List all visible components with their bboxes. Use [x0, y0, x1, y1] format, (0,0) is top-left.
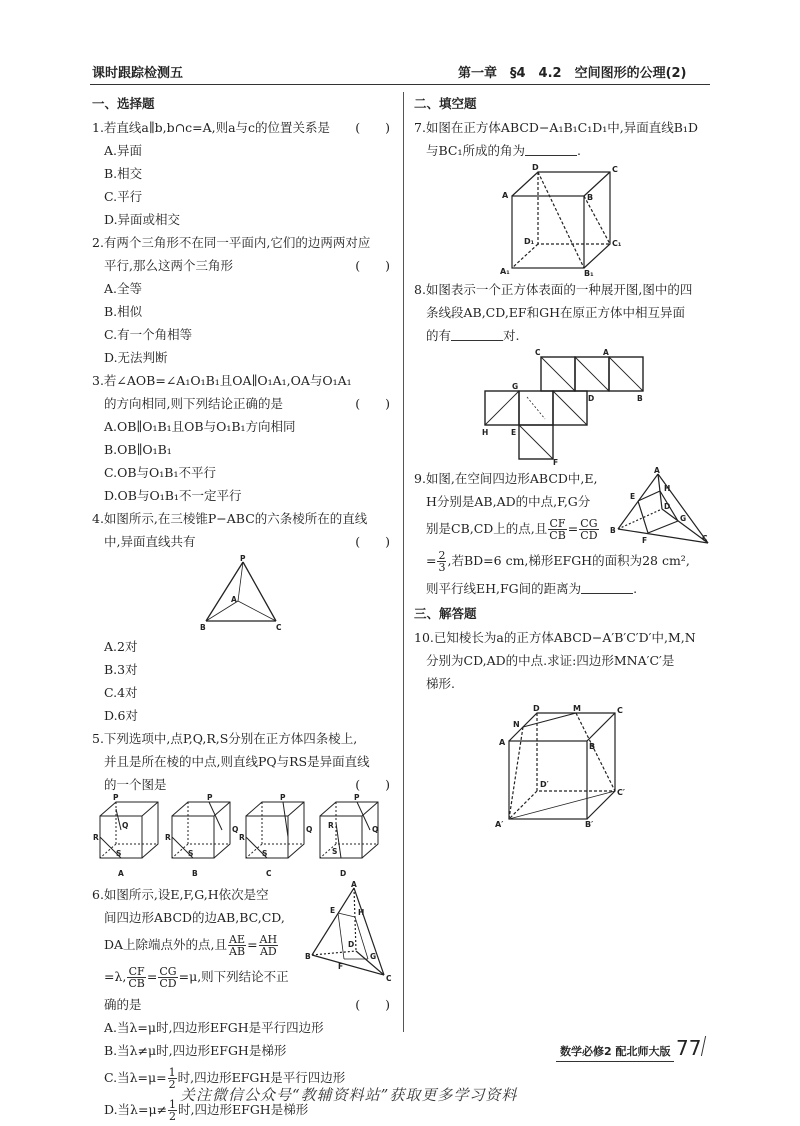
- section-answer-title: 三、解答题: [414, 606, 477, 621]
- q9-line-3a: 别是CB,CD上的点,且: [426, 521, 548, 536]
- q9-frac-cg: CG: [580, 517, 598, 530]
- question-5: [92, 727, 396, 883]
- q6-option-d-post: 时,四边形EFGH是梯形: [178, 1102, 309, 1117]
- q1-option-a: A.异面: [104, 143, 143, 158]
- q8-label-d: D: [588, 394, 595, 403]
- q9-frac-three: 3: [438, 561, 446, 574]
- q1-option-b: B.相交: [104, 166, 143, 181]
- q7-end: .: [577, 143, 581, 158]
- q10-label-a-prime: A′: [495, 820, 504, 829]
- page-number-slash: [701, 1036, 706, 1056]
- q2-option-a: A.全等: [104, 281, 143, 296]
- q8-label-h: H: [482, 428, 489, 437]
- q4-answer-paren: ( ): [355, 534, 390, 549]
- q5-cube-options-figure: [92, 793, 392, 880]
- q6-label-g: G: [370, 952, 377, 961]
- q6-option-c-pre: C.当λ=μ=: [104, 1070, 167, 1085]
- q8-label-f: F: [553, 458, 559, 467]
- q6-line-3a: DA上除端点外的点,且: [104, 937, 228, 952]
- q4-label-p: P: [240, 554, 246, 563]
- q6-option-c-post: 时,四边形EFGH是平行四边形: [177, 1070, 346, 1085]
- column-divider: [403, 92, 404, 1032]
- q6-frac-ae: AE: [229, 933, 246, 946]
- q1-option-c: C.平行: [104, 189, 143, 204]
- q6-line-4c: =μ,则下列结论不正: [178, 969, 289, 984]
- q9-label-c: C: [702, 534, 708, 543]
- q6-label-h: H: [358, 908, 365, 917]
- q3-line-2: 的方向相同,则下列结论正确的是: [104, 396, 283, 411]
- q6-option-a: A.当λ=μ时,四边形EFGH是平行四边形: [104, 1020, 324, 1035]
- q9-label-d: D: [664, 502, 671, 511]
- q6-c-half-n: 1: [168, 1066, 176, 1079]
- q6-frac-cb: CB: [128, 977, 145, 990]
- q5b-label-r: R: [165, 833, 171, 842]
- question-10: [414, 626, 712, 827]
- q3-option-b: B.OB∥O₁B₁: [104, 442, 172, 457]
- q7-label-a1: A₁: [500, 267, 510, 276]
- q5-line-3: 的一个图是: [104, 777, 167, 792]
- q7-label-b: B: [587, 193, 594, 202]
- q4-line-1: 4.如图所示,在三棱锥P−ABC的六条棱所在的直线: [92, 511, 368, 526]
- q5b-label-s: S: [188, 849, 194, 858]
- q9-label-g: G: [680, 514, 687, 523]
- q6-label-a: A: [351, 880, 357, 889]
- q10-label-d: D: [533, 704, 540, 713]
- q6-line-4a: =λ,: [104, 969, 127, 984]
- q10-cube-figure: [493, 703, 633, 827]
- q10-label-b-prime: B′: [585, 820, 594, 829]
- q6-line-1: 6.如图所示,设E,F,G,H依次是空: [92, 887, 269, 902]
- q2-option-d: D.无法判断: [104, 350, 168, 365]
- q7-label-c: C: [612, 165, 618, 174]
- q9-line-4a: =: [426, 553, 437, 568]
- q2-line-1: 2.有两个三角形不在同一平面内,它们的边两两对应: [92, 235, 371, 250]
- q6-answer-paren: ( ): [355, 997, 390, 1012]
- q6-d-half-d: 2: [169, 1110, 177, 1123]
- q8-line-2: 条线段AB,CD,EF和GH在原正方体中相互异面: [426, 305, 685, 320]
- q6-line-5: 确的是: [104, 997, 142, 1012]
- q6-frac-ad: AD: [259, 945, 277, 958]
- q4-label-a: A: [231, 595, 237, 604]
- q5-answer-paren: ( ): [355, 777, 390, 792]
- q5-line-1: 5.下列选项中,点P,Q,R,S分别在正方体四条棱上,: [92, 731, 358, 746]
- q7-line-1: 7.如图在正方体ABCD−A₁B₁C₁D₁中,异面直线B₁D: [414, 120, 698, 135]
- q6-frac-cf: CF: [128, 965, 145, 978]
- q9-frac-two: 2: [438, 549, 446, 562]
- q7-label-d1: D₁: [524, 237, 535, 246]
- q2-option-c: C.有一个角相等: [104, 327, 193, 342]
- q9-label-b: B: [610, 526, 616, 535]
- q10-label-c: C: [617, 706, 623, 715]
- q2-line-2: 平行,那么这两个三角形: [104, 258, 233, 273]
- q6-label-c: C: [386, 974, 392, 983]
- q8-net-figure: [483, 349, 643, 465]
- q5-caption-b: B: [192, 869, 198, 878]
- q6-frac-ab: AB: [229, 945, 246, 958]
- q6-c-half-d: 2: [168, 1078, 176, 1091]
- q9-line-5: 则平行线EH,FG间的距离为: [426, 581, 582, 596]
- q4-label-b: B: [200, 623, 206, 632]
- q5d-label-p: P: [354, 793, 360, 802]
- q5c-label-r: R: [239, 833, 245, 842]
- section-choice-title: 一、选择题: [92, 96, 155, 111]
- q5-caption-d: D: [340, 869, 347, 878]
- q8-label-e: E: [511, 428, 517, 437]
- q6-frac-ah: AH: [259, 933, 278, 946]
- q9-end: .: [633, 581, 638, 596]
- q7-label-c1: C₁: [612, 239, 622, 248]
- q5c-label-q: Q: [306, 825, 313, 834]
- q6-option-d-pre: D.当λ=μ≠: [104, 1102, 168, 1117]
- q8-label-a: A: [603, 348, 609, 357]
- q3-option-a: A.OB∥O₁B₁且OB与O₁B₁方向相同: [104, 419, 296, 434]
- q7-label-d: D: [532, 163, 539, 172]
- q3-line-1: 3.若∠AOB=∠A₁O₁B₁且OA∥O₁A₁,OA与O₁A₁: [92, 373, 352, 388]
- header-rule: [90, 84, 710, 85]
- footer-book-title: 数学必修2 配北师大版: [560, 1045, 671, 1058]
- q6-frac-cd: CD: [159, 977, 177, 990]
- q1-text: 1.若直线a∥b,b∩c=A,则a与c的位置关系是: [92, 120, 331, 135]
- q5-caption-c: C: [266, 869, 272, 878]
- question-2: [92, 231, 396, 369]
- q10-line-1: 10.已知棱长为a的正方体ABCD−A′B′C′D′中,M,N: [414, 630, 696, 645]
- q5d-label-s: S: [332, 847, 338, 856]
- q9-label-a: A: [654, 466, 660, 475]
- q9-label-h: H: [664, 484, 671, 493]
- q9-line-4b: ,若BD=6 cm,梯形EFGH的面积为28 cm²,: [447, 553, 690, 568]
- q6-option-b: B.当λ≠μ时,四边形EFGH是梯形: [104, 1043, 287, 1058]
- page-header-left: 课时跟踪检测五: [92, 66, 184, 81]
- q6-label-b: B: [305, 952, 311, 961]
- q10-line-2: 分别为CD,AD的中点.求证:四边形MNA′C′是: [426, 653, 675, 668]
- q10-label-c-prime: C′: [617, 788, 625, 797]
- q8-end: 对.: [503, 328, 520, 343]
- q5a-label-s: S: [116, 849, 122, 858]
- q10-label-n: N: [513, 720, 520, 729]
- q8-label-b: B: [637, 394, 643, 403]
- q5a-label-q: Q: [122, 821, 129, 830]
- q9-line-1: 9.如图,在空间四边形ABCD中,E,: [414, 471, 598, 486]
- q4-label-c: C: [276, 623, 282, 632]
- q6-line-4b: =: [146, 969, 158, 984]
- q4-option-d: D.6对: [104, 708, 139, 723]
- q5d-label-q: Q: [372, 825, 379, 834]
- q6-d-half-n: 1: [169, 1098, 177, 1111]
- q8-answer-blank[interactable]: [451, 328, 503, 341]
- q9-line-2: H分别是AB,AD的中点,F,G分: [426, 494, 591, 509]
- q2-answer-paren: ( ): [355, 258, 390, 273]
- q7-label-b1: B₁: [584, 269, 594, 278]
- section-fill-title: 二、填空题: [414, 96, 477, 111]
- q6-label-d: D: [348, 940, 355, 949]
- q1-answer-paren: ( ): [355, 120, 390, 135]
- q4-option-a: A.2对: [104, 639, 138, 654]
- q7-label-a: A: [502, 191, 509, 200]
- q7-cube-figure: [498, 164, 628, 276]
- q4-line-2: 中,异面直线共有: [104, 534, 196, 549]
- q5-caption-a: A: [118, 869, 124, 878]
- question-7: [414, 116, 712, 276]
- question-1: [92, 116, 396, 231]
- q6-label-f: F: [338, 962, 344, 971]
- q9-frac-cb: CB: [549, 529, 566, 542]
- q5a-label-r: R: [93, 833, 99, 842]
- q9-line-3b: =: [567, 521, 579, 536]
- left-column: [92, 92, 396, 1126]
- q7-answer-blank[interactable]: [525, 143, 577, 156]
- q6-line-3b: =: [247, 937, 258, 952]
- q10-label-b: B: [589, 742, 596, 751]
- q6-label-e: E: [330, 906, 336, 915]
- q10-line-3: 梯形.: [426, 676, 455, 691]
- q2-option-b: B.相似: [104, 304, 143, 319]
- q4-pyramid-figure: [194, 555, 294, 633]
- q8-label-g: G: [512, 382, 519, 391]
- q10-label-m: M: [573, 704, 581, 713]
- q5c-label-p: P: [280, 793, 286, 802]
- question-8: [414, 278, 712, 465]
- q9-frac-cd: CD: [580, 529, 598, 542]
- q8-line-1: 8.如图表示一个正方体表面的一种展开图,图中的四: [414, 282, 693, 297]
- page-header-right: 第一章 §4 4.2 空间图形的公理(2): [458, 66, 687, 81]
- q5d-label-r: R: [328, 821, 334, 830]
- q10-label-a: A: [499, 738, 506, 747]
- q3-answer-paren: ( ): [355, 396, 390, 411]
- q9-label-f: F: [642, 536, 648, 545]
- q9-frac-cf: CF: [549, 517, 566, 530]
- q5c-label-s: S: [262, 849, 268, 858]
- question-3: [92, 369, 396, 507]
- page-number: 77: [676, 1036, 702, 1060]
- q8-line-3: 的有: [426, 328, 452, 343]
- q5-line-2: 并且是所在棱的中点,则直线PQ与RS是异面直线: [104, 754, 370, 769]
- q6-frac-cg: CG: [159, 965, 177, 978]
- q10-label-d-prime: D′: [540, 780, 549, 789]
- q5a-label-p: P: [113, 793, 119, 802]
- q8-label-c: C: [535, 348, 541, 357]
- q4-option-c: C.4对: [104, 685, 138, 700]
- q5b-label-p: P: [207, 793, 213, 802]
- watermark-text: 关注微信公众号“教辅资料站”获取更多学习资料: [180, 1086, 518, 1104]
- q4-option-b: B.3对: [104, 662, 138, 677]
- q9-label-e: E: [630, 492, 636, 501]
- right-column: [414, 92, 712, 829]
- question-9: [414, 467, 712, 600]
- question-4: [92, 507, 396, 727]
- q3-option-c: C.OB与O₁B₁不平行: [104, 465, 216, 480]
- q7-line-2: 与BC₁所成的角为: [426, 143, 525, 158]
- q6-line-2: 间四边形ABCD的边AB,BC,CD,: [104, 910, 285, 925]
- footer-rule: [556, 1061, 674, 1062]
- q5b-label-q: Q: [232, 825, 239, 834]
- q1-option-d: D.异面或相交: [104, 212, 181, 227]
- q3-option-d: D.OB与O₁B₁不一定平行: [104, 488, 242, 503]
- q9-answer-blank[interactable]: [581, 581, 633, 594]
